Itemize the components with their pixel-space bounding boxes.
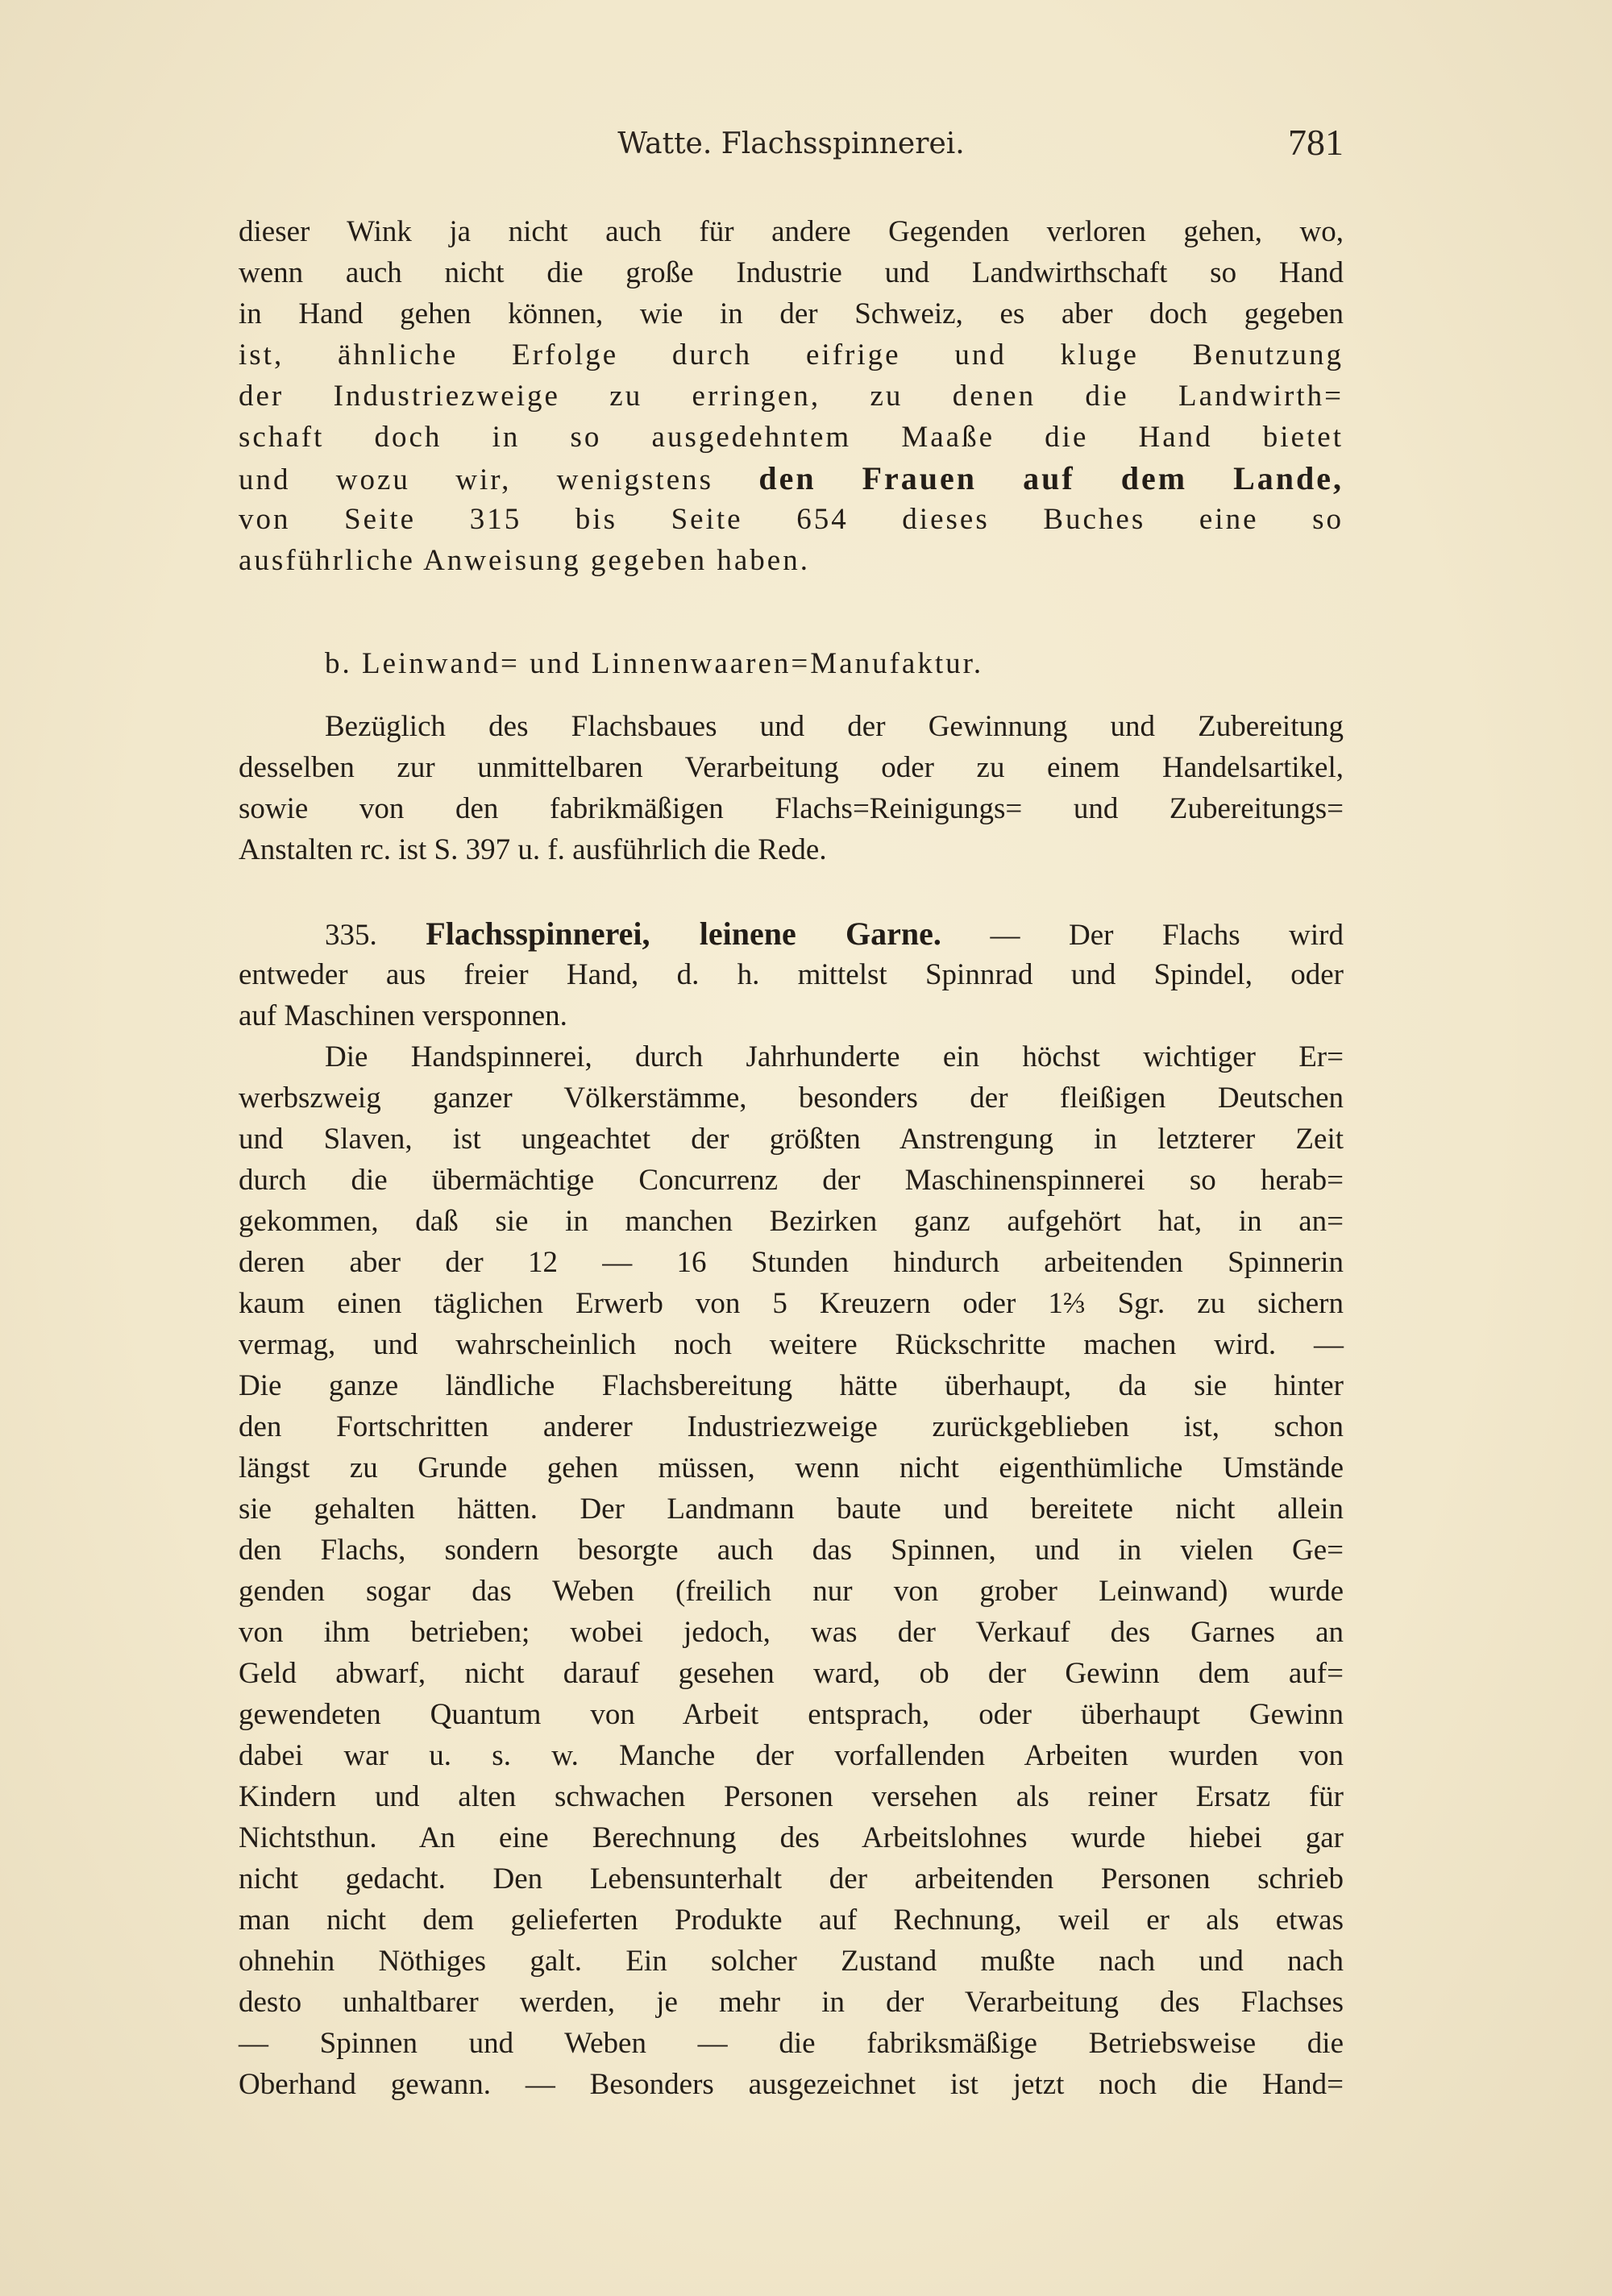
text-line xyxy=(239,1735,1344,1776)
text-line xyxy=(239,954,1344,995)
text-line xyxy=(239,1776,1344,1817)
text-line xyxy=(239,913,1344,954)
text-segment: desselben zur unmittelbaren Verarbeitung oder zu einem Handelsartikel, xyxy=(239,751,1344,784)
text-segment: schaft doch in so ausgedehntem Maaße die Hand bietet xyxy=(239,421,1344,454)
text-segment: von ihm betrieben; wobei jedoch, was der Verkauf des Garnes an xyxy=(239,1616,1344,1649)
text-line xyxy=(239,1201,1344,1242)
text-line xyxy=(239,829,1344,870)
text-line xyxy=(239,1242,1344,1283)
page-number: 781 xyxy=(1288,122,1344,163)
text-segment: den Fortschritten anderer Industriezweige zurückgeblieben ist, schon xyxy=(239,1410,1344,1443)
text-line xyxy=(239,995,1344,1036)
text-line xyxy=(239,1488,1344,1530)
text-segment: und wozu wir, wenigstens xyxy=(239,463,759,496)
text-segment: sowie von den fabrikmäßigen Flachs=Reinigungs= und Zubereitungs= xyxy=(239,792,1344,825)
text-segment: auf Maschinen versponnen. xyxy=(239,999,567,1032)
text-segment: dieser Wink ja nicht auch für andere Gegenden verloren gehen, wo, xyxy=(239,215,1344,248)
text-line xyxy=(239,540,1344,581)
text-line xyxy=(239,1530,1344,1571)
text-line xyxy=(239,1653,1344,1694)
text-segment: kaum einen täglichen Erwerb von 5 Kreuzern oder 1⅔ Sgr. zu sichern xyxy=(239,1287,1344,1320)
text-segment: — Spinnen und Weben — die fabriksmäßige Betriebsweise die xyxy=(239,2027,1344,2060)
bold-phrase: Flachsspinnerei, leinene Garne. xyxy=(426,915,941,952)
text-line xyxy=(239,1036,1344,1077)
text-segment: Die ganze ländliche Flachsbereitung hätte überhaupt, da sie hinter xyxy=(239,1369,1344,1402)
text-segment: der Industriezweige zu erringen, zu denen die Landwirth= xyxy=(239,380,1344,413)
text-segment: gekommen, daß sie in manchen Bezirken ganz aufgehört hat, in an= xyxy=(239,1205,1344,1238)
running-head xyxy=(239,121,1344,169)
text-segment: vermag, und wahrscheinlich noch weitere Rückschritte machen wird. — xyxy=(239,1328,1344,1361)
text-segment: werbszweig ganzer Völkerstämme, besonders der fleißigen Deutschen xyxy=(239,1082,1344,1115)
text-line xyxy=(239,1612,1344,1653)
text-line xyxy=(239,417,1344,458)
text-line xyxy=(239,643,1344,684)
text-segment: den Flachs, sondern besorgte auch das Spinnen, und in vielen Ge= xyxy=(239,1534,1344,1567)
text-line xyxy=(239,2064,1344,2105)
text-line xyxy=(239,1899,1344,1941)
text-segment: wenn auch nicht die große Industrie und Landwirthschaft so Hand xyxy=(239,256,1344,289)
text-segment: ist, ähnliche Erfolge durch eifrige und kluge Benutzung xyxy=(239,338,1344,372)
text-segment: Geld abwarf, nicht darauf gesehen ward, ob der Gewinn dem auf= xyxy=(239,1657,1344,1690)
text-line xyxy=(239,1365,1344,1406)
text-segment: nicht gedacht. Den Lebensunterhalt der arbeitenden Personen schrieb xyxy=(239,1862,1344,1895)
text-segment: Die Handspinnerei, durch Jahrhunderte ein höchst wichtiger Er= xyxy=(325,1040,1344,1073)
text-line xyxy=(239,1694,1344,1735)
text-line xyxy=(239,2023,1344,2064)
text-segment: Oberhand gewann. — Besonders ausgezeichnet ist jetzt noch die Hand= xyxy=(239,2068,1344,2101)
text-line xyxy=(239,1119,1344,1160)
text-line xyxy=(239,1447,1344,1488)
text-line xyxy=(239,334,1344,376)
text-line xyxy=(239,788,1344,829)
text-segment: desto unhaltbarer werden, je mehr in der Verarbeitung des Flachses xyxy=(239,1986,1344,2019)
text-line xyxy=(239,458,1344,499)
text-segment: in Hand gehen können, wie in der Schweiz, es aber doch gegeben xyxy=(239,297,1344,330)
text-line xyxy=(239,211,1344,252)
text-segment: ohnehin Nöthiges galt. Ein solcher Zustand mußte nach und nach xyxy=(239,1945,1344,1978)
text-segment: längst zu Grunde gehen müssen, wenn nicht eigenthümliche Umstände xyxy=(239,1451,1344,1484)
text-line xyxy=(239,706,1344,747)
text-segment: b. Leinwand= und Linnenwaaren=Manufaktur. xyxy=(325,647,984,680)
text-line xyxy=(239,1858,1344,1899)
text-segment: 335. xyxy=(325,919,426,952)
body-text xyxy=(239,211,1344,2105)
text-segment: Kindern und alten schwachen Personen versehen als reiner Ersatz für xyxy=(239,1780,1344,1813)
text-line xyxy=(239,1941,1344,1982)
text-segment: deren aber der 12 — 16 Stunden hindurch arbeitenden Spinnerin xyxy=(239,1246,1344,1279)
running-title: Watte. Flachsspinnerei. xyxy=(617,127,965,160)
text-line xyxy=(239,293,1344,334)
text-line xyxy=(239,1982,1344,2023)
text-line xyxy=(239,1160,1344,1201)
text-segment: und Slaven, ist ungeachtet der größten Anstrengung in letzterer Zeit xyxy=(239,1123,1344,1156)
text-line xyxy=(239,376,1344,417)
text-segment: genden sogar das Weben (freilich nur von grober Leinwand) wurde xyxy=(239,1575,1344,1608)
text-line xyxy=(239,1571,1344,1612)
text-segment: Bezüglich des Flachsbaues und der Gewinnung und Zubereitung xyxy=(325,710,1344,743)
text-segment: Nichtsthun. An eine Berechnung des Arbeitslohnes wurde hiebei gar xyxy=(239,1821,1344,1854)
text-segment: gewendeten Quantum von Arbeit entsprach, oder überhaupt Gewinn xyxy=(239,1698,1344,1731)
text-line xyxy=(239,1077,1344,1119)
text-segment: — Der Flachs wird xyxy=(941,919,1344,952)
text-segment: Anstalten rc. ist S. 397 u. f. ausführlich die Rede. xyxy=(239,833,827,866)
text-line xyxy=(239,252,1344,293)
bold-phrase: den Frauen auf dem Lande, xyxy=(758,460,1344,496)
text-segment: man nicht dem gelieferten Produkte auf Rechnung, weil er als etwas xyxy=(239,1904,1344,1937)
text-line xyxy=(239,1406,1344,1447)
text-line xyxy=(239,1324,1344,1365)
text-line xyxy=(239,1817,1344,1858)
text-segment: dabei war u. s. w. Manche der vorfallenden Arbeiten wurden von xyxy=(239,1739,1344,1772)
text-segment: entweder aus freier Hand, d. h. mittelst Spinnrad und Spindel, oder xyxy=(239,958,1344,991)
text-line xyxy=(239,1283,1344,1324)
text-segment: von Seite 315 bis Seite 654 dieses Buches eine so xyxy=(239,503,1344,536)
text-segment: ausführliche Anweisung gegeben haben. xyxy=(239,544,810,577)
text-line xyxy=(239,747,1344,788)
text-line xyxy=(239,499,1344,540)
text-segment: sie gehalten hätten. Der Landmann baute und bereitete nicht allein xyxy=(239,1493,1344,1526)
text-segment: durch die übermächtige Concurrenz der Maschinenspinnerei so herab= xyxy=(239,1164,1344,1197)
